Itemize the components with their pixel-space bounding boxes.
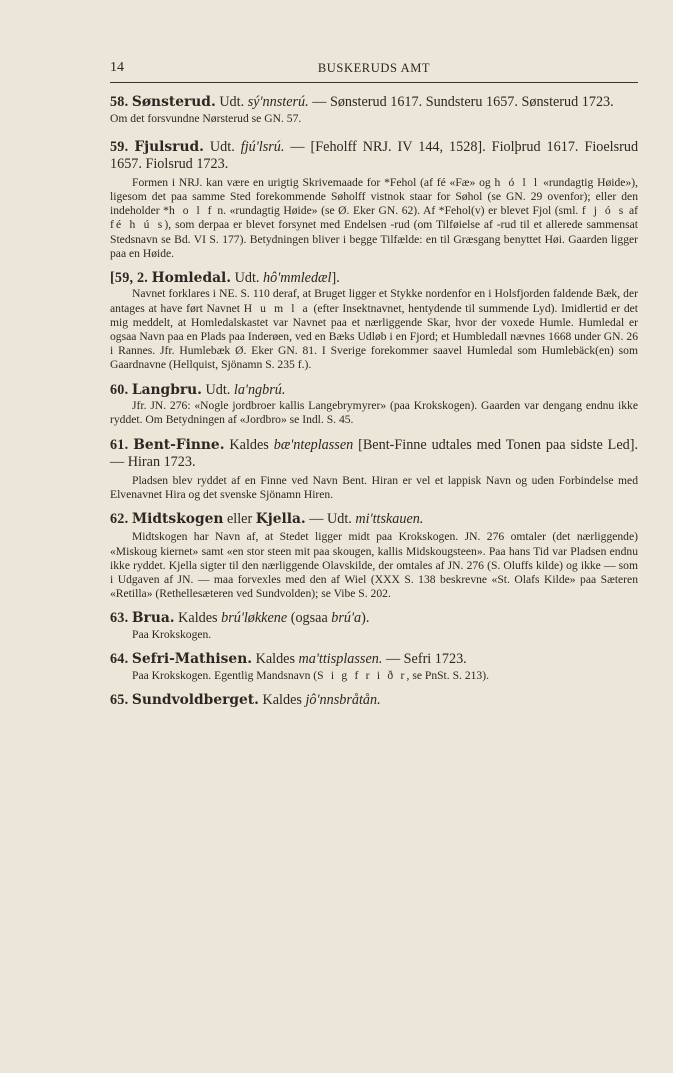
page-header [110, 60, 638, 80]
entry-62 [110, 511, 638, 602]
entry-heading: 59. Fjulsrud. Udt. fjú'lsrú. — [Feholff NRJ. IV 144, 1528]. Fiolþrud 1617. Fioelsrud 1657. Fiolsrud 1723. [110, 138, 639, 173]
entry-body: Paa Krokskogen. [132, 627, 212, 641]
pronunciation: ma'ttisplassen. [298, 651, 383, 668]
pronunciation: sý'nnsterú. [247, 94, 309, 110]
pronunciation: bæ'nteplassen [273, 436, 354, 453]
entry-note: Om det forsvundne Nørsterud se GN. 57. [110, 111, 302, 125]
entry-heading: [59, 2. Homledal. Udt. hô'mmledæl]. [110, 269, 340, 286]
pronunciation: mi'ttskauen. [355, 510, 424, 527]
pronunciation-alt: brú'a [331, 610, 362, 627]
entry-heading: 60. Langbru. Udt. la'ngbrú. [110, 381, 286, 398]
entry-58 [110, 94, 638, 126]
entry-heading: 61. Bent-Finne. Kaldes bæ'nteplassen [Bent-Finne udtales med Tonen paa sidste Led]. — Hiran 1723. [110, 436, 639, 471]
entry-heading: 64. Sefri-Mathisen. Kaldes ma'ttisplassen. — Sefri 1723. [110, 651, 467, 668]
page-content [110, 94, 638, 709]
place-name: Brua. [131, 610, 175, 627]
entry-body: Navnet forklares i NE. S. 110 deraf, at Bruget ligger et Stykke nordenfor en i Holsfjorden faldende Bæk, der antages at have ført Navnet H u m l a (efter Insektnavnet, hentydende til summende Lyd). Imidlertid er det mig meddelt, at Homledalskastet var Navnet paa et nærliggende Skar, hvor der voxede Humle. Humledal er ogsaa Navn paa en Plads paa Inderøen, ved en Bæks Udløb i en Fjord; et Humbledall nævnes 1668 under GN. 26 i Rannes. Jfr. Humlebæk Ø. Eker GN. 81. I Sverige forekommer saavel Humledal som Humlebäck(en) som Gaardnavne (Hellquist, Sjönamn S. 235 f.). [110, 287, 639, 372]
place-name: Sønsterud. [131, 94, 216, 110]
entry-heading: 58. Sønsterud. Udt. sý'nnsterú. — Sønsterud 1617. Sundsteru 1657. Sønsterud 1723. [110, 94, 614, 110]
page-number: 14 [110, 60, 124, 75]
place-name-alt: Kjella. [255, 510, 306, 527]
header-rule [110, 82, 638, 83]
entry-63 [110, 610, 638, 642]
entry-heading: 65. Sundvoldberget. Kaldes jô'nnsbråtån. [110, 691, 381, 708]
place-name: Langbru. [131, 381, 202, 398]
pronunciation: la'ngbrú. [233, 381, 286, 398]
place-name: Midtskogen [131, 510, 224, 527]
place-name: Sefri-Mathisen. [131, 651, 253, 668]
place-name: Sundvoldberget. [131, 691, 259, 708]
place-name: Homledal. [151, 269, 232, 286]
place-name: Bent-Finne. [133, 436, 225, 453]
pronunciation: brú'løkkene [221, 610, 288, 627]
pronunciation: fjú'lsrú. [240, 138, 285, 155]
entry-body: Midtskogen har Navn af, at Stedet ligger midt paa Krokskogen. JN. 276 omtaler (det nærliggende) «Miskoug kiernet» samt «en stor steen mit paa skougen, kallis Midskougsteen». Paa hans Tid var Pladsen endnu ikke ryddet. Kjella sigter til den nærliggende Olavskilde, der omtales af JN. 276 (S. Oluffs kilde) og ikke — som i Udgaven af JN. — maa forvexles med den af Wiel (XXX S. 138 beskrevne «St. Olafs Kilde» paa Sæteren «Retilla» (Rethellesæteren ved Sundvolden); se Vibe S. 202. [110, 530, 638, 601]
entry-60 [110, 382, 638, 428]
entry-65 [110, 692, 638, 710]
place-name: Fjulsrud. [134, 138, 204, 155]
entry-61 [110, 437, 638, 502]
entry-heading: 62. Midtskogen eller Kjella. — Udt. mi'ttskauen. [110, 510, 424, 527]
pronunciation: jô'nnsbråtån. [305, 691, 381, 708]
entry-body: Paa Krokskogen. Egentlig Mandsnavn (S i g f r i ð r, se PnSt. S. 213). [132, 668, 489, 682]
entry-59 [110, 139, 638, 261]
entry-59-2 [110, 270, 638, 373]
pronunciation: hô'mmledæl [263, 269, 332, 286]
running-title: BUSKERUDS AMT [317, 61, 431, 75]
entry-body: Pladsen blev ryddet af en Finne ved Navn Bent. Hiran er vel et lappisk Navn og uden Forbindelse med Elvenavnet Hira og det svenske Sjönamn Hiren. [110, 473, 638, 501]
entry-body: Jfr. JN. 276: «Nogle jordbroer kallis Langebrymyrer» (paa Krokskogen). Gaarden var dengang endnu ikke ryddet. Om Betydningen af «Jordbro» se Indl. S. 45. [110, 399, 638, 427]
entry-body: Formen i NRJ. kan være en urigtig Skrivemaade for *Fehol (af fé «Fæ» og h ó l l «rundagtig Høide»), ligesom det paa samme Sted forekommende Søholff vistnok staar for Søhol (se GN. 29 ovenfor); eller den indeholder *h o l f n. «rundagtig Høide» (se Ø. Eker GN. 62). Af *Fehol(v) er blevet Fjol (sml. f j ó s af fé h ú s), som derpaa er blevet forsynet med Endelsen -rud (om Tilføielse af -rud til et allerede sammensat Stedsnavn se Bd. VI S. 177). Betydningen bliver i begge Tilfælde: en til Græsgang benyttet Høi. Gaarden ligger paa en Høide. [110, 175, 638, 260]
entry-heading: 63. Brua. Kaldes brú'løkkene (ogsaa brú'a). [110, 610, 370, 627]
entry-64 [110, 651, 638, 683]
